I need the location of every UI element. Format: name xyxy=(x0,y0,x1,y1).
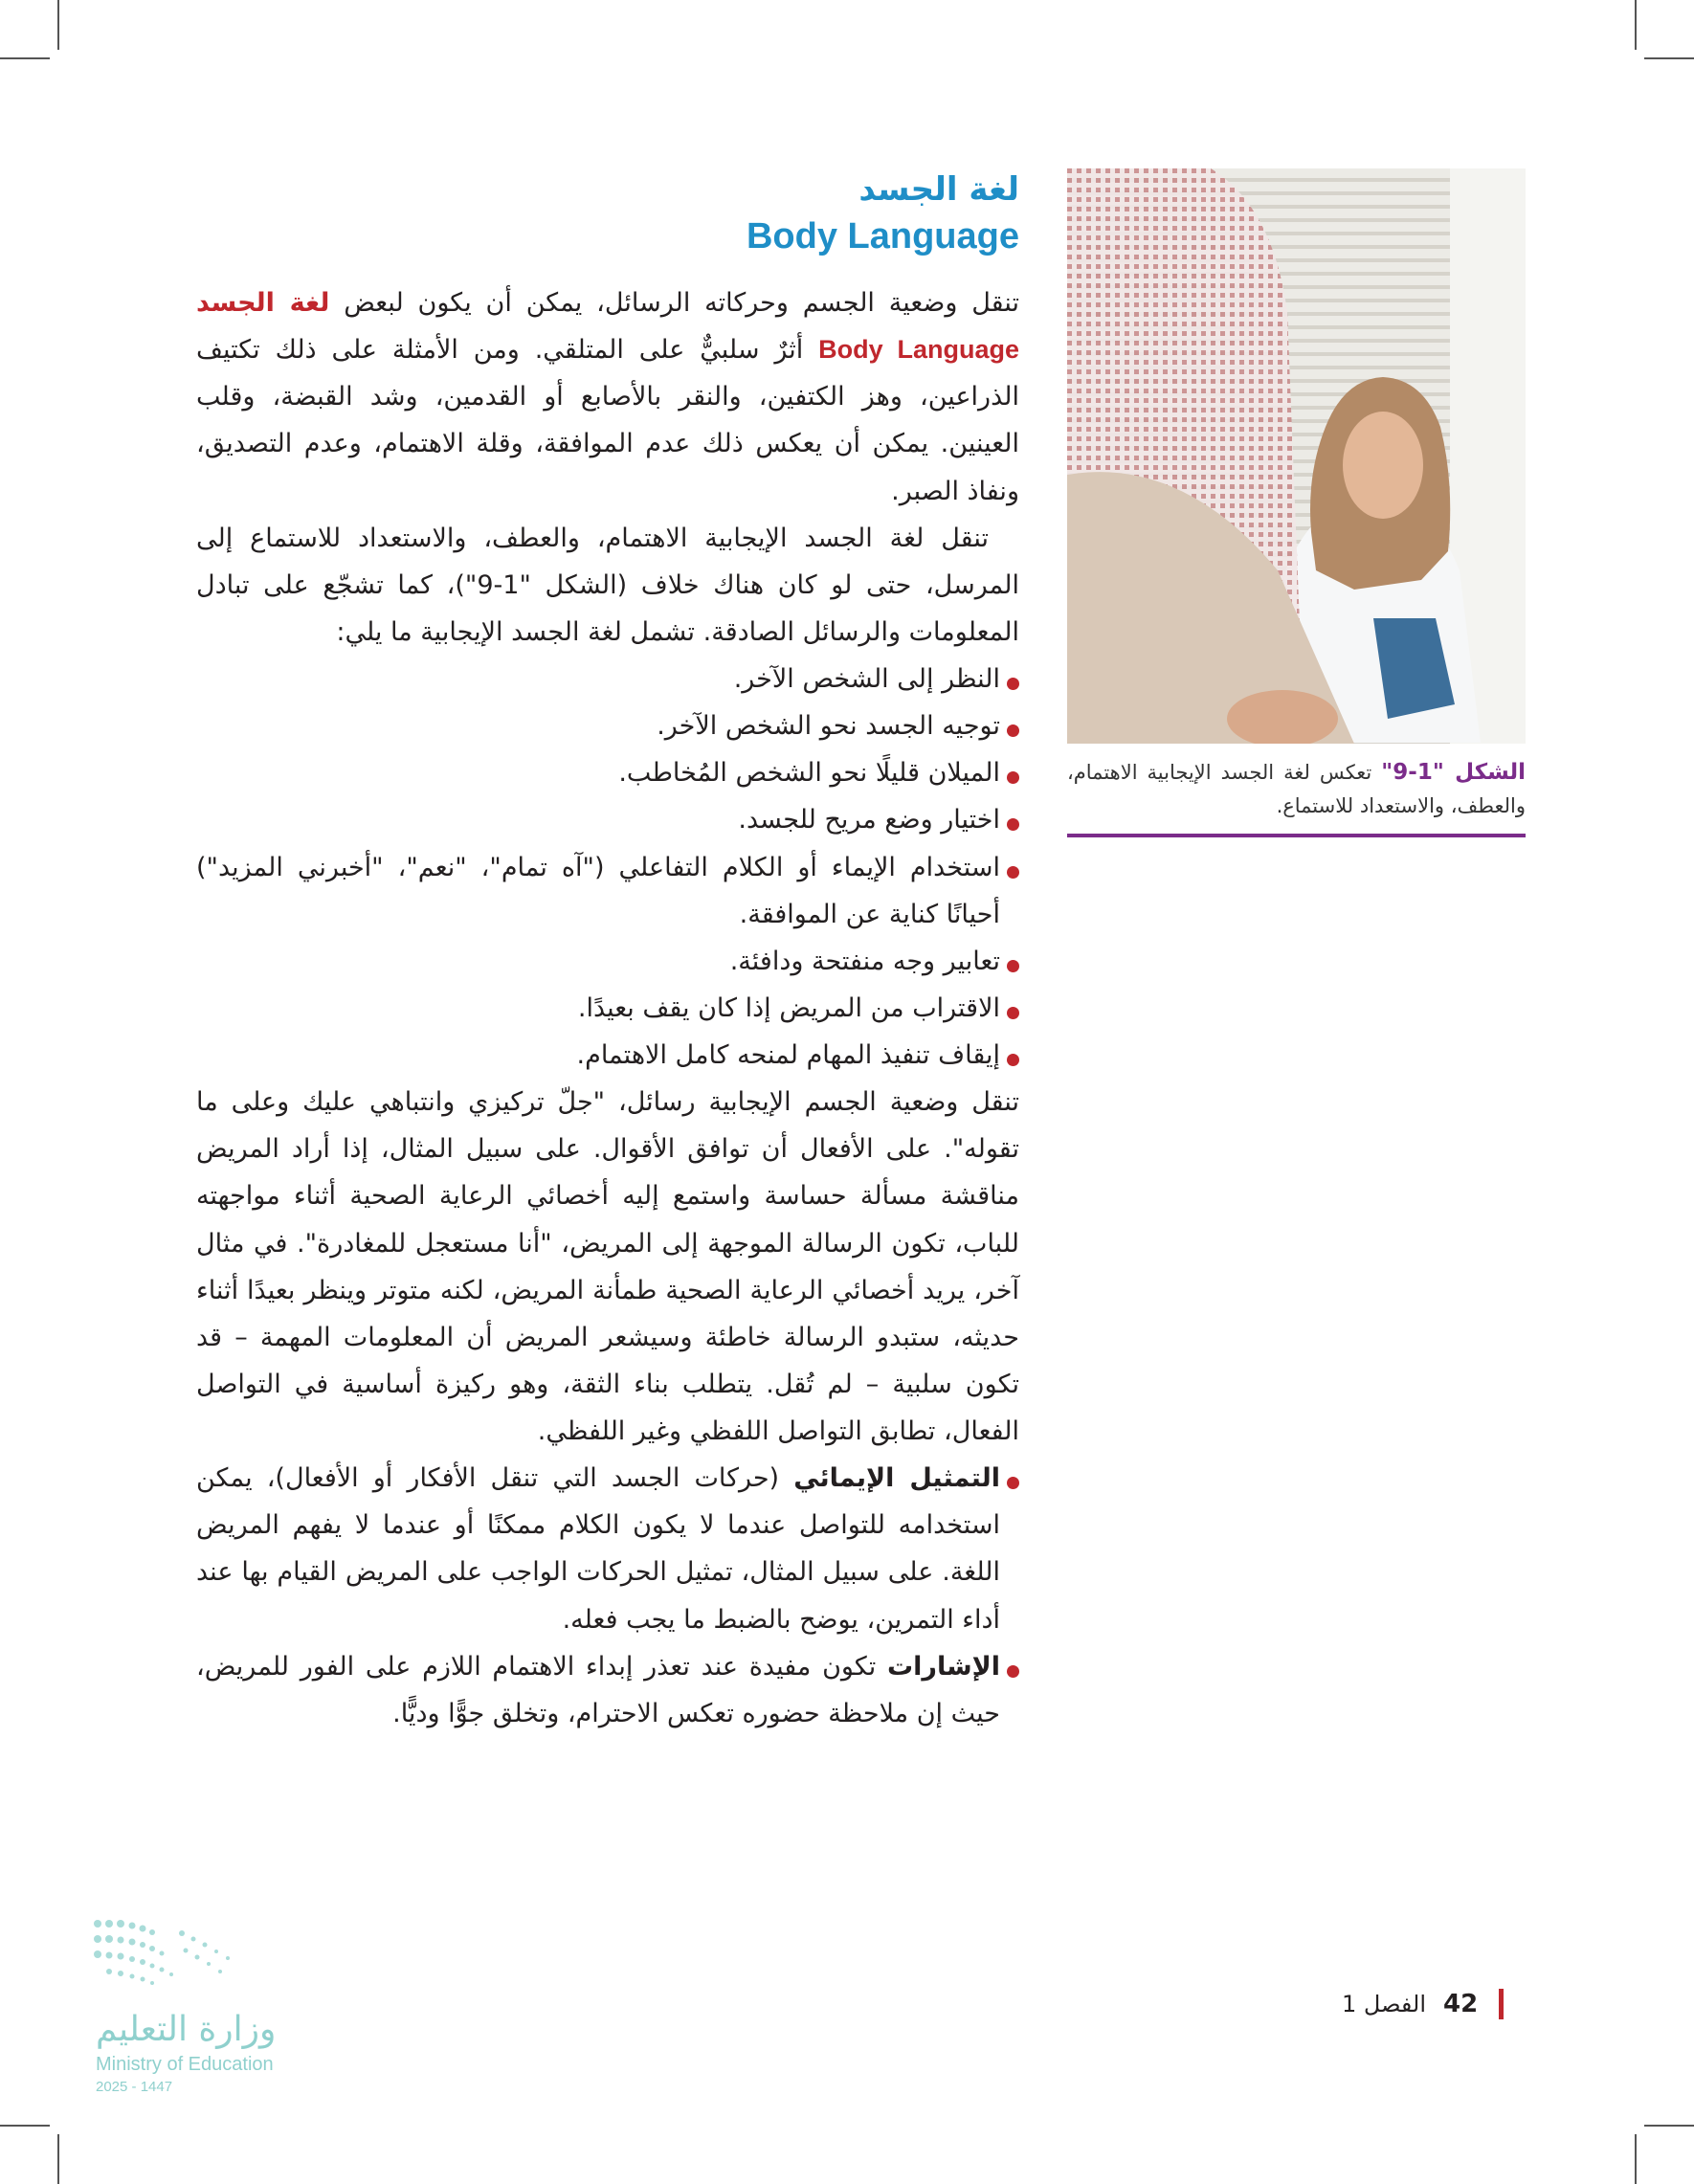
positive-list xyxy=(196,656,1019,1079)
positive-paragraph: تنقل لغة الجسد الإيجابية الاهتمام، والعطف، والاستعداد للاستماع إلى المرسل، حتى لو كان هناك خلاف (الشكل "1-9")، كما تشجّع على تبادل المعلومات والرسائل الصادقة. تشمل لغة الجسد الإيجابية ما يلي: xyxy=(196,523,1019,647)
ministry-name-arabic: وزارة التعليم xyxy=(96,2010,277,2049)
bullet-dot xyxy=(1007,1665,1019,1678)
list-item xyxy=(196,1032,1019,1079)
intro-paragraph xyxy=(196,279,1019,515)
list-item xyxy=(196,1643,1019,1737)
bullet-dot xyxy=(1007,771,1019,784)
doctor-face xyxy=(1343,412,1423,519)
crop-mark xyxy=(1644,2125,1694,2127)
ministry-name-english: Ministry of Education xyxy=(96,2054,274,2075)
crop-mark xyxy=(1635,2134,1637,2184)
bullet-dot xyxy=(1007,1007,1019,1019)
list-item-text: إيقاف تنفيذ المهام لمنحه كامل الاهتمام. xyxy=(576,1040,1000,1070)
list-item-text: الميلان قليلًا نحو الشخص المُخاطب. xyxy=(618,758,1000,789)
footer-bar xyxy=(1499,1989,1504,2019)
list-item xyxy=(196,938,1019,985)
list-item-text: استخدام الإيماء أو الكلام التفاعلي ("آه تمام"، "نعم"، "أخبرني المزيد") أحيانًا كناية عن الموافقة. xyxy=(196,852,1000,929)
list-item xyxy=(196,749,1019,796)
figure-caption xyxy=(1067,756,1526,821)
bullet-dot xyxy=(1007,960,1019,972)
bullet-dot xyxy=(1007,818,1019,831)
crop-mark xyxy=(1644,57,1694,59)
page-footer xyxy=(1342,1988,1504,2020)
chapter-label: الفصل 1 xyxy=(1342,1991,1427,2017)
intro-text-2: أثرٌ سلبيٌّ على المتلقي. ومن الأمثلة على ذلك تكتيف الذراعين، وهز الكتفين، والنقر بالأصابع أو القدمين، وشد القبضة، وقلب العينين. يمكن أن يعكس ذلك عدم الموافقة، وقلة الاهتمام، وعدم التصديق، ونفاذ الصبر. xyxy=(196,335,1019,506)
list-item-text: (حركات الجسد التي تنقل الأفكار أو الأفعال)، يمكن استخدامه للتواصل عندما لا يكون الكلام ممكنًا أو عندما لا يفهم المريض اللغة. على سبيل المثال، تمثيل الحركات الواجب على المريض القيام بها عند أداء التمرين، يوضح بالضبط ما يجب فعله. xyxy=(196,1463,1000,1635)
list-item xyxy=(196,656,1019,702)
term-english: Body Language xyxy=(818,335,1020,365)
bullet-dot xyxy=(1007,678,1019,690)
ministry-logo xyxy=(86,1914,392,2106)
list-item xyxy=(196,702,1019,749)
logo-dots-icon xyxy=(86,1914,287,2010)
list-item xyxy=(196,796,1019,843)
intro-text-1: تنقل وضعية الجسم وحركاته الرسائل، يمكن أن يكون لبعض xyxy=(329,288,1019,318)
list-item xyxy=(196,844,1019,938)
main-text-column xyxy=(196,279,1019,1737)
crop-mark xyxy=(57,2134,59,2184)
list-item-lead: الإشارات xyxy=(887,1651,1000,1682)
figure-caption-text: تعكس لغة الجسد الإيجابية الاهتمام، والعطف، والاستعداد للاستماع. xyxy=(1067,761,1526,817)
list-item xyxy=(196,985,1019,1032)
section-title-arabic: لغة الجسد xyxy=(858,170,1019,209)
posture-paragraph: تنقل وضعية الجسم الإيجابية رسائل، "جلّ تركيزي وانتباهي عليك وعلى ما تقوله". على الأفعال أن توافق الأقوال. على سبيل المثال، إذا أراد المريض مناقشة مسألة حساسة واستمع إليه أخصائي الرعاية الصحية أثناء مواجهته للباب، تكون الرسالة الموجهة إلى المريض، "أنا مستعجل للمغادرة". في مثال آخر، يريد أخصائي الرعاية الصحية طمأنة المريض، لكنه متوتر وينظر بعيدًا أثناء حديثه، ستبدو الرسالة خاطئة وسيشعر المريض أن المعلومات المهمة – قد تكون سلبية – لم تُقل. يتطلب بناء الثقة، وهو ركيزة أساسية في التواصل الفعال، تطابق التواصل اللفظي وغير اللفظي. xyxy=(196,1087,1019,1446)
bullet-dot xyxy=(1007,866,1019,879)
crop-mark xyxy=(57,0,59,50)
list-item-text: تكون مفيدة عند تعذر إبداء الاهتمام اللازم على الفور للمريض، حيث إن ملاحظة حضوره تعكس الاحترام، وتخلق جوًّا وديًّا. xyxy=(196,1651,1000,1728)
crop-mark xyxy=(0,57,50,59)
section-title-english: Body Language xyxy=(746,216,1019,256)
caption-rule xyxy=(1067,834,1526,837)
crop-mark xyxy=(0,2125,50,2127)
figure-photo xyxy=(1067,168,1526,744)
list-item-text: النظر إلى الشخص الآخر. xyxy=(733,664,1000,694)
term-arabic: لغة الجسد xyxy=(196,288,330,318)
crop-mark xyxy=(1635,0,1637,50)
figure-label: الشكل "1-9" xyxy=(1381,760,1526,785)
bullet-dot xyxy=(1007,1477,1019,1489)
list-item-text: تعابير وجه منفتحة ودافئة. xyxy=(729,946,1000,976)
list-item-lead: التمثيل الإيمائي xyxy=(793,1463,1000,1494)
ministry-year: 2025 - 1447 xyxy=(96,2079,173,2095)
gesture-list xyxy=(196,1455,1019,1737)
list-item-text: توجيه الجسد نحو الشخص الآخر. xyxy=(657,711,1000,742)
list-item xyxy=(196,1455,1019,1643)
list-item-text: اختيار وضع مريح للجسد. xyxy=(738,805,1000,836)
photo-illustration xyxy=(1067,168,1526,744)
list-item-text: الاقتراب من المريض إذا كان يقف بعيدًا. xyxy=(577,992,1000,1023)
page-number: 42 xyxy=(1443,1990,1479,2018)
bullet-dot xyxy=(1007,724,1019,737)
bullet-dot xyxy=(1007,1054,1019,1066)
